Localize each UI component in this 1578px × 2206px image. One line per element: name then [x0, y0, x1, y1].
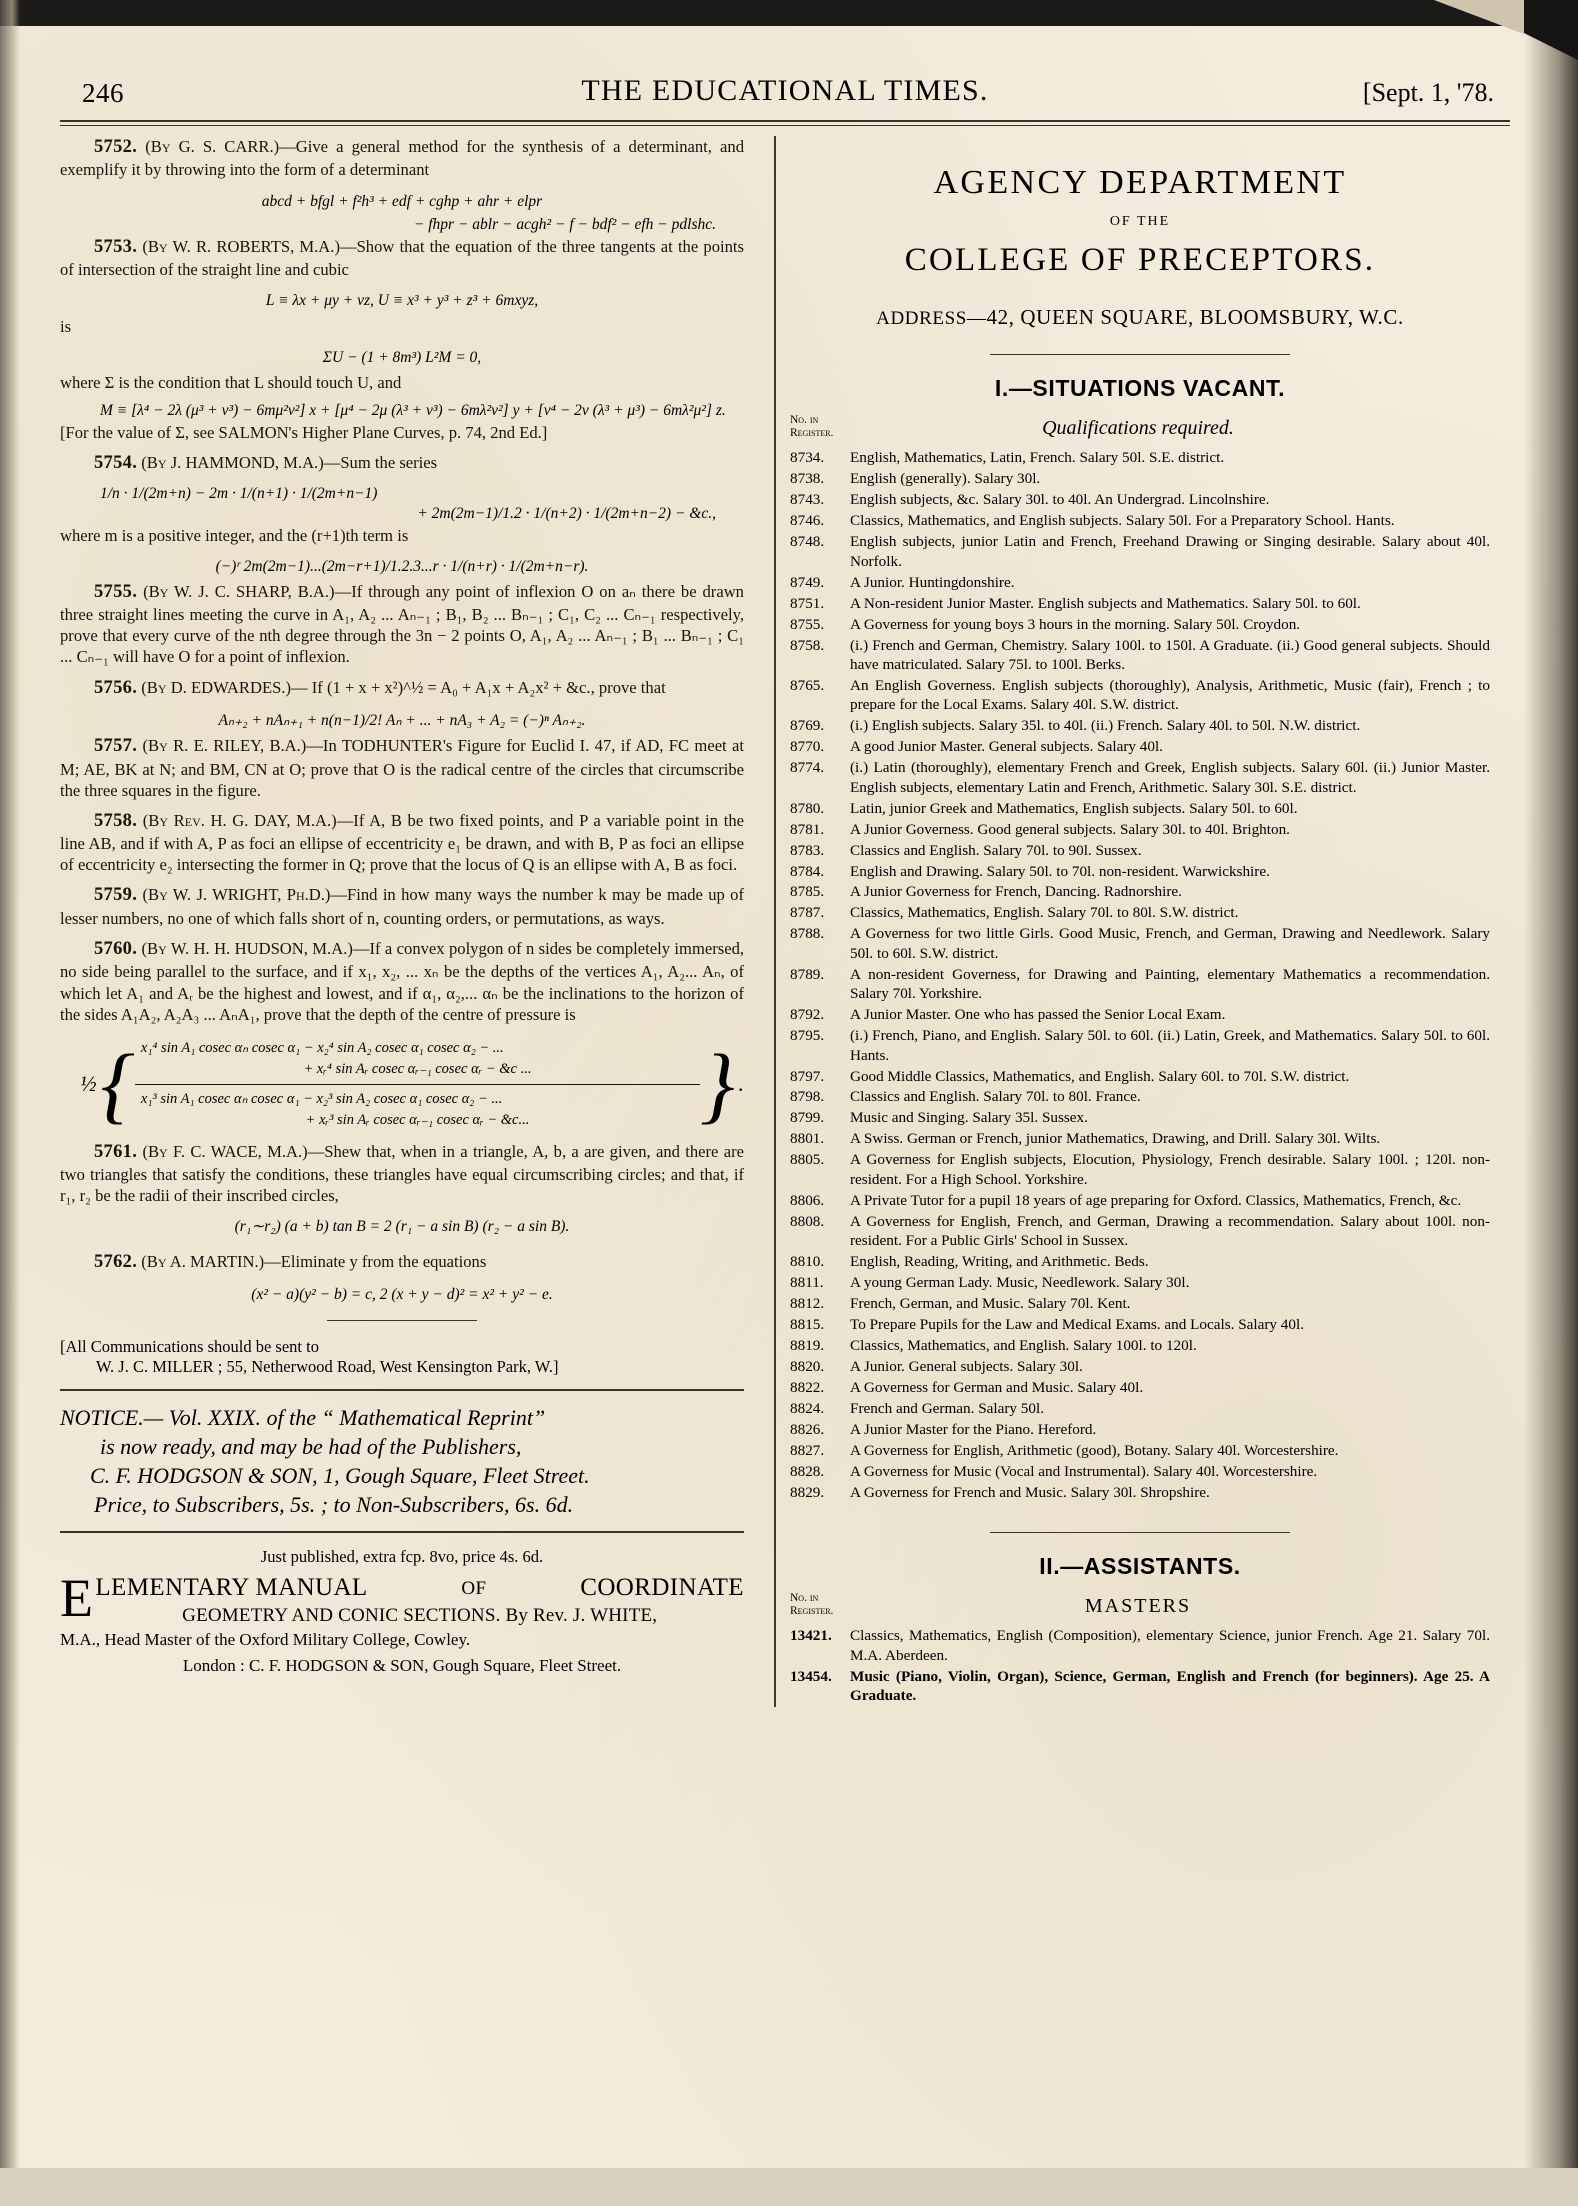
listing-text: A young German Lady. Music, Needlework. Salary 30l. — [850, 1274, 1190, 1292]
assistants-rule — [990, 1532, 1290, 1533]
numerator-line-2: + xᵣ⁴ sin Aᵣ cosec αᵣ₋₁ cosec αᵣ − &c ... — [303, 1060, 532, 1077]
listing-text: Classics, Mathematics, and English subjects. Salary 50l. For a Preparatory School. Hants. — [850, 512, 1395, 530]
problem-attribution: (By W. J. C. SHARP, B.A.) — [143, 581, 335, 601]
problem-attribution: (By W. H. H. HUDSON, M.A.) — [141, 939, 353, 958]
college-of-preceptors-heading: COLLEGE OF PRECEPTORS. — [904, 242, 1376, 278]
problem-number: 5757. — [94, 736, 138, 757]
list-item — [790, 1150, 1490, 1189]
listing-text: English and Drawing. Salary 50l. to 70l. non-resident. Warwickshire. — [850, 862, 1270, 880]
listing-text: (i.) French and German, Chemistry. Salary 100l. to 150l. A Graduate. (ii.) Good general subjects. Should have matriculated. Salary 75l. to 100l. Berks. — [850, 636, 1490, 673]
formula-5761-a: (r₁∼r₂) (a + b) tan B = 2 (r₁ − a sin B) (r₂ − a sin B). — [234, 1218, 570, 1236]
formula-5753-c: M ≡ [λ⁴ − 2λ (μ³ + ν³) − 6mμ²ν²] x + [μ⁴ − 2μ (λ³ + ν³) − 6mλ²ν²] y + [ν⁴ − 2ν (λ³ + μ³) − 6mλ²μ²] z. — [100, 401, 726, 419]
problem-attribution: (By G. S. CARR.) — [145, 137, 280, 156]
formula-5754-a: 1/n · 1/(2m+n) − 2m · 1/(n+1) · 1/(2m+n−1) — [100, 484, 378, 502]
listing-text: (i.) French, Piano, and English. Salary 50l. to 60l. (ii.) Latin, Greek, and Mathematics. Salary 50l. to 60l. Hants. — [850, 1027, 1490, 1064]
list-item — [790, 1212, 1490, 1251]
register-number: 8770. — [790, 738, 825, 756]
register-number: 8751. — [790, 594, 825, 612]
listing-text: English subjects, &c. Salary 30l. to 40l. An Undergrad. Lincolnshire. — [850, 491, 1270, 509]
problem-attribution: (By Rev. H. G. DAY, M.A.) — [142, 810, 337, 830]
register-number: 8787. — [790, 904, 825, 922]
two-column-layout — [60, 136, 1510, 1707]
register-number: 8819. — [790, 1336, 825, 1354]
listing-text: Music (Piano, Violin, Organ), Science, German, English and French (for beginners). Age 25. A Graduate. — [850, 1667, 1490, 1705]
list-item — [790, 573, 1490, 592]
problem-5758 — [60, 810, 744, 876]
formula-5753-where: where Σ is the condition that L should touch U, and — [60, 372, 402, 392]
register-label-line-1: No. in — [790, 414, 819, 426]
register-number: 8810. — [790, 1253, 825, 1271]
situations-vacant-list — [790, 448, 1490, 1502]
list-item — [790, 1273, 1490, 1292]
page-content — [60, 70, 1510, 1707]
list-item — [790, 1067, 1490, 1086]
advert-title-right: COORDINATE — [580, 1574, 744, 1602]
advert-subtitle-2: M.A., Head Master of the Oxford Military College, Cowley. — [60, 1629, 471, 1649]
denominator-line-1: x₁³ sin A₁ cosec αₙ cosec α₁ − x₂³ sin A₂ cosec α₁ cosec α₂ − ... — [140, 1090, 503, 1107]
listing-text: A Governess for English subjects, Elocution, Physiology, French desirable. Salary 100l. ; 120l. non-resident. For a High School. Yorkshire. — [850, 1151, 1490, 1188]
list-item — [790, 924, 1490, 963]
list-item — [790, 1462, 1490, 1481]
problem-number: 5755. — [94, 581, 138, 602]
scan-edge-right — [1524, 0, 1578, 2206]
listing-text: A Governess for two little Girls. Good Music, French, and German, Drawing and Needlework. Salary 50l. to 60l. S.W. district. — [850, 925, 1490, 962]
formula-5752-a: abcd + bfgl + f²h³ + edf + cghp + ahr + elpr — [261, 192, 543, 210]
register-number: 8805. — [790, 1151, 825, 1169]
listing-text: Classics, Mathematics, English (Composition), elementary Science, junior French. Age 21. Salary 70l. M.A. Aberdeen. — [850, 1627, 1490, 1664]
listing-text: A Junior. Huntingdonshire. — [850, 573, 1015, 591]
problem-attribution: (By W. J. WRIGHT, Ph.D.) — [142, 885, 331, 905]
right-brace-icon: } — [700, 1035, 735, 1132]
advert-subtitle: GEOMETRY AND CONIC SECTIONS. By Rev. J. WHITE, — [182, 1604, 658, 1626]
agency-department-heading: AGENCY DEPARTMENT — [933, 164, 1347, 201]
listing-text: An English Governess. English subjects (thoroughly), Analysis, Arithmetic, Music (fair), French ; to prepare for the Local Exams. Salary 40l. S.W. district. — [850, 676, 1490, 714]
formula-5753-b: ΣU − (1 + 8m³) L²M = 0, — [322, 348, 482, 366]
register-number: 8811. — [790, 1274, 824, 1292]
listing-text: A Non-resident Junior Master. English subjects and Mathematics. Salary 50l. to 60l. — [850, 594, 1361, 612]
list-item — [790, 615, 1490, 634]
listing-text: English subjects, junior Latin and French, Freehand Drawing or Singing desirable. Salary about 40l. Norfolk. — [850, 533, 1490, 570]
problem-body: —If a convex polygon of n sides be completely immersed, no side being parallel to the surface, and if x₁, x₂, ... xₙ be the depths of the vertices A₁, A₂... Aₙ, of which let A₁ and Aᵣ be the highest and lowest, and if α₁, α₂,... αₙ be the inclinations to the horizon of the sides A₁A₂, A₂A₃ ... AₙA₁, prove that the depth of the centre of pressure is — [60, 939, 745, 1024]
brace-numerator — [135, 1034, 700, 1084]
formula-5753-is: is — [60, 316, 72, 336]
formula-5756-a: Aₙ₊₂ + nAₙ₊₁ + n(n−1)/2! Aₙ + ... + nA₃ + A₂ = (−)ⁿ Aₙ₊₂. — [218, 711, 586, 729]
list-item — [790, 737, 1490, 756]
problem-number: 5759. — [94, 885, 138, 906]
issue-date: [Sept. 1, '78. — [1362, 78, 1494, 107]
register-number: 8829. — [790, 1483, 825, 1501]
register-number: 8758. — [790, 636, 825, 654]
qualifications-required-heading: Qualifications required. — [1042, 417, 1234, 440]
list-item — [790, 1378, 1490, 1397]
list-item — [790, 841, 1490, 860]
register-label-line-1: No. in — [790, 1592, 819, 1605]
of-the-label: OF THE — [1109, 214, 1171, 229]
problem-body: —Find in how many ways the number k may be made up of lesser numbers, no one of which falls short of n, counting orders, or permutations, as ways. — [60, 885, 744, 928]
register-number: 8734. — [790, 449, 825, 467]
register-number: 8808. — [790, 1212, 825, 1230]
list-item — [790, 1357, 1490, 1376]
register-number: 8780. — [790, 799, 825, 817]
problem-5762 — [60, 1251, 744, 1274]
problem-number: 5760. — [94, 939, 138, 959]
assistants-list — [790, 1626, 1490, 1705]
list-item — [790, 820, 1490, 839]
right-column — [790, 136, 1490, 1707]
register-number: 13421. — [790, 1627, 832, 1645]
brace-formula — [80, 1034, 744, 1135]
listing-text: A non-resident Governess, for Drawing and Painting, elementary Mathematics a recommendation. Salary 70l. Yorkshire. — [850, 965, 1490, 1003]
listing-text: A Governess for English, Arithmetic (good), Botany. Salary 40l. Worcestershire. — [850, 1441, 1339, 1459]
list-item — [790, 965, 1490, 1004]
register-number: 8792. — [790, 1006, 825, 1024]
reprint-notice — [60, 1403, 744, 1519]
one-half: ½ — [80, 1071, 97, 1097]
listing-text: English, Mathematics, Latin, French. Salary 50l. S.E. district. — [850, 449, 1225, 467]
page-number: 246 — [82, 78, 124, 108]
register-number: 8784. — [790, 862, 825, 880]
list-item — [790, 1483, 1490, 1502]
listing-text: A Junior Master. One who has passed the Senior Local Exam. — [850, 1006, 1226, 1024]
list-item — [790, 448, 1490, 467]
listing-text: A Governess for young boys 3 hours in the morning. Salary 50l. Croydon. — [850, 615, 1301, 633]
formula-5754-where: where m is a positive integer, and the (r+1)th term is — [60, 525, 409, 545]
problem-attribution: (By J. HAMMOND, M.A.) — [141, 453, 324, 473]
register-number: 8815. — [790, 1315, 825, 1333]
denominator-line-2: + xᵣ³ sin Aᵣ cosec αᵣ₋₁ cosec αᵣ − &c... — [305, 1111, 530, 1128]
register-number: 8783. — [790, 841, 825, 859]
list-item — [790, 469, 1490, 488]
communications-line-1: [All Communications should be sent to — [60, 1337, 319, 1357]
numerator-line-1: x₁⁴ sin A₁ cosec αₙ cosec α₁ − x₂⁴ sin A₂ cosec α₁ cosec α₂ − ... — [140, 1039, 504, 1056]
problem-body: —Give a general method for the synthesis of a determinant, and exemplify it by throwing into the form of a determinant — [60, 137, 745, 180]
listing-text: French, German, and Music. Salary 70l. Kent. — [850, 1295, 1131, 1313]
listing-text: A Governess for English, French, and German, Drawing a recommendation. Salary about 100l. non-resident. For a Public Girls' School in Sussex. — [850, 1212, 1490, 1250]
problem-body: —Eliminate y from the equations — [264, 1251, 487, 1271]
register-number: 8828. — [790, 1462, 825, 1480]
listing-text: A Junior Governess. Good general subjects. Salary 30l. to 40l. Brighton. — [850, 820, 1290, 838]
list-item — [790, 490, 1490, 509]
problem-5754 — [60, 452, 744, 475]
register-number: 8789. — [790, 965, 825, 983]
agency-rule — [990, 354, 1290, 355]
register-number: 8781. — [790, 820, 825, 838]
list-item — [790, 1087, 1490, 1106]
listing-text: A good Junior Master. General subjects. Salary 40l. — [850, 738, 1163, 756]
brace-denominator — [135, 1084, 700, 1135]
note-text: [For the value of Σ, see SALMON's Higher Plane Curves, p. 74, 2nd Ed.] — [60, 422, 548, 442]
formula-5752-b: − fhpr − ablr − acgh² − f − bdf² − efh − pdlshc. — [413, 215, 716, 233]
register-number: 8822. — [790, 1378, 825, 1396]
address-value: 42, QUEEN SQUARE, BLOOMSBURY, W.C. — [986, 305, 1404, 329]
register-label-line-2: Register. — [790, 427, 834, 440]
register-number: 8746. — [790, 512, 825, 530]
register-number: 8798. — [790, 1088, 825, 1106]
list-item — [790, 1108, 1490, 1127]
register-number: 8738. — [790, 470, 825, 488]
problem-body: —If through any point of inflexion O on aₙ there be drawn three straight lines meeting the curve in A₁, A₂ ... Aₙ₋₁ ; B₁, B₂ ... Bₙ₋₁ ; C₁, C₂ ... Cₙ₋₁ respectively, prove that every curve of the nth degree through the 3n − 2 points O, A₁, A₂ ... Aₙ₋₁ ; B₁ ... Bₙ₋₁ ; C₁ ... Cₙ₋₁ will have O for a point of inflexion. — [60, 581, 744, 667]
masthead — [60, 70, 1510, 114]
listing-text: French and German. Salary 50l. — [850, 1399, 1045, 1417]
register-number: 8748. — [790, 533, 825, 551]
section-heading-assistants: II.—ASSISTANTS. — [1039, 1553, 1241, 1580]
problem-attribution: (By D. EDWARDES.) — [141, 677, 291, 697]
register-number: 8812. — [790, 1295, 825, 1313]
register-number: 8755. — [790, 615, 825, 633]
formula-5753-a: L ≡ λx + μy + νz, U ≡ x³ + y³ + z³ + 6mxyz, — [265, 292, 539, 310]
listing-text: To Prepare Pupils for the Law and Medical Exams. and Locals. Salary 40l. — [850, 1315, 1305, 1333]
listing-text: Classics and English. Salary 70l. to 90l. Sussex. — [850, 841, 1142, 859]
listing-text: A Junior Master for the Piano. Hereford. — [850, 1420, 1097, 1438]
masthead-rule — [60, 120, 1510, 126]
list-item — [790, 1667, 1490, 1706]
list-item — [790, 799, 1490, 818]
list-item — [790, 1005, 1490, 1024]
problem-number: 5762. — [94, 1251, 138, 1272]
list-item — [790, 1441, 1490, 1460]
register-number: 8795. — [790, 1027, 825, 1045]
register-number: 8788. — [790, 925, 825, 943]
formula-5762-a: (x² − a)(y² − b) = c, 2 (x + y − d)² = x² + y² − e. — [251, 1286, 553, 1304]
list-item — [790, 1315, 1490, 1334]
communications-line-2: W. J. C. MILLER ; 55, Netherwood Road, West Kensington Park, W.] — [96, 1357, 559, 1377]
register-number: 8820. — [790, 1357, 825, 1375]
problem-5752 — [60, 136, 744, 181]
register-number: 8743. — [790, 491, 825, 509]
problem-number: 5754. — [94, 453, 138, 474]
listing-text: English, Reading, Writing, and Arithmetic. Beds. — [850, 1253, 1149, 1271]
list-item — [790, 1336, 1490, 1355]
problem-body: —In TODHUNTER's Figure for Euclid I. 47, if AD, FC meet at M; AE, BK at N; and BM, CN at O; prove that O is the radical centre of the circles that circumscribe the three squares in the figure. — [60, 736, 744, 800]
left-brace-icon: { — [100, 1035, 135, 1132]
register-number: 8769. — [790, 717, 825, 735]
list-item — [790, 594, 1490, 613]
section-heading-situations-vacant: I.—SITUATIONS VACANT. — [994, 375, 1286, 401]
note-5753 — [60, 422, 744, 443]
problem-number: 5761. — [94, 1141, 138, 1162]
agency-address — [790, 305, 1490, 330]
problem-number: 5758. — [94, 810, 138, 831]
register-label — [790, 414, 876, 440]
listing-text: Classics and English. Salary 70l. to 80l. France. — [850, 1088, 1141, 1106]
assistants-table-header — [790, 1592, 1490, 1618]
list-item — [790, 1626, 1490, 1665]
list-item — [790, 1026, 1490, 1065]
problem-body: —Show that the equation of the three tangents at the points of intersection of the straight line and cubic — [60, 236, 744, 280]
list-item — [790, 1252, 1490, 1271]
section-divider-rule — [327, 1320, 477, 1321]
problem-attribution: (By W. R. ROBERTS, M.A.) — [142, 236, 340, 256]
register-number: 8806. — [790, 1191, 825, 1209]
list-item — [790, 716, 1490, 735]
problem-attribution: (By F. C. WACE, M.A.) — [142, 1141, 308, 1161]
list-item — [790, 511, 1490, 530]
problem-5761 — [60, 1141, 744, 1207]
column-divider — [774, 136, 776, 1707]
list-item — [790, 758, 1490, 797]
problem-number: 5752. — [94, 137, 138, 157]
register-number: 8824. — [790, 1399, 825, 1417]
register-number: 8749. — [790, 573, 825, 591]
list-item — [790, 882, 1490, 901]
masters-subheading: MASTERS — [1084, 1595, 1192, 1618]
scan-edge-left — [0, 0, 20, 2206]
problem-5760 — [60, 938, 744, 1025]
scan-edge-top — [0, 0, 1578, 26]
register-number: 13454. — [790, 1667, 832, 1685]
problem-body: —Sum the series — [323, 453, 438, 473]
listing-text: Music and Singing. Salary 35l. Sussex. — [850, 1109, 1088, 1127]
problem-5759 — [60, 884, 744, 929]
list-item — [790, 1129, 1490, 1148]
register-number: 8785. — [790, 883, 825, 901]
register-number: 8826. — [790, 1420, 825, 1438]
listing-text: A Governess for German and Music. Salary 40l. — [850, 1378, 1144, 1396]
problem-5755 — [60, 581, 744, 668]
listing-text: A Swiss. German or French, junior Mathematics, Drawing, and Drill. Salary 30l. Wilts. — [850, 1130, 1381, 1148]
register-number: 8797. — [790, 1067, 825, 1085]
list-item — [790, 532, 1490, 571]
problem-attribution: (By R. E. RILEY, B.A.) — [142, 736, 307, 756]
listing-text: A Junior Governess for French, Dancing. Radnorshire. — [850, 883, 1182, 901]
problem-5756 — [60, 677, 744, 700]
left-column — [60, 136, 760, 1707]
listing-text: Classics, Mathematics, English. Salary 70l. to 80l. S.W. district. — [850, 904, 1239, 922]
listing-text: (i.) Latin (thoroughly), elementary French and Greek, English subjects. Salary 60l. (ii.) Junior Master. English subjects, elementary Latin and French, Arithmetic. Salary 30l. S.E. district. — [850, 759, 1490, 796]
register-label — [790, 1592, 876, 1618]
list-item — [790, 1420, 1490, 1439]
scan-edge-bottom — [0, 2168, 1578, 2206]
listing-text: A Junior. General subjects. Salary 30l. — [850, 1357, 1083, 1375]
problem-body: — If (1 + x + x²)^½ = A₀ + A₁x + A₂x² + &c., prove that — [291, 677, 666, 697]
listing-text: (i.) English subjects. Salary 35l. to 40l. (ii.) French. Salary 40l. to 50l. N.W. district. — [850, 717, 1361, 735]
list-item — [790, 1399, 1490, 1418]
listing-text: English (generally). Salary 30l. — [850, 470, 1041, 488]
problem-5753 — [60, 236, 744, 281]
situations-table-header — [790, 414, 1490, 440]
problem-number: 5756. — [94, 677, 138, 698]
problem-body: —If A, B be two fixed points, and P a variable point in the line AB, and if with A, P as foci an ellipse of eccentricity e₁ be drawn, and with B, P as foci an ellipse of eccentricity e₂ intersecting the former in Q; prove that the locus of Q is an ellipse with A, B as foci. — [60, 810, 744, 875]
advert-title-of: OF — [461, 1577, 487, 1599]
advert-dropcap: E — [60, 1568, 94, 1629]
notice-line-2: is now ready, and may be had of the Publishers, — [100, 1434, 522, 1460]
formula-5754-c: (−)ʳ 2m(2m−1)...(2m−r+1)/1.2.3...r · 1/(n+r) · 1/(2m+n−r). — [215, 557, 589, 575]
problem-5757 — [60, 735, 744, 801]
communications-note — [60, 1337, 744, 1377]
list-item — [790, 862, 1490, 881]
advert-publisher: London : C. F. HODGSON & SON, Gough Square, Fleet Street. — [182, 1655, 622, 1675]
listing-text: Good Middle Classics, Mathematics, and English. Salary 60l. to 70l. S.W. district. — [850, 1067, 1350, 1085]
list-item — [790, 903, 1490, 922]
problem-body: —Shew that, when in a triangle, A, b, a are given, and there are two triangles that satisfy the conditions, these triangles have equal circumscribing circles; and that, if r₁, r₂ be the radii of their inscribed circles, — [60, 1141, 744, 1206]
scan-corner-fold-inner — [1434, 0, 1524, 34]
register-number: 8799. — [790, 1109, 825, 1127]
list-item — [790, 1294, 1490, 1313]
problem-attribution: (By A. MARTIN.) — [141, 1251, 265, 1271]
list-item — [790, 1191, 1490, 1210]
register-number: 8801. — [790, 1130, 825, 1148]
listing-text: A Governess for French and Music. Salary 30l. Shropshire. — [850, 1483, 1210, 1501]
formula-5754-b: + 2m(2m−1)/1.2 · 1/(n+2) · 1/(2m+n−2) − &c., — [417, 504, 716, 522]
register-number: 8765. — [790, 676, 825, 694]
advert-title-left: LEMENTARY MANUAL — [95, 1574, 368, 1602]
notice-line-1: NOTICE.— Vol. XXIX. of the “ Mathematical Reprint” — [60, 1405, 546, 1431]
listing-text: Latin, junior Greek and Mathematics, English subjects. Salary 50l. to 60l. — [850, 799, 1298, 817]
notice-line-3: C. F. HODGSON & SON, 1, Gough Square, Fleet Street. — [90, 1463, 590, 1489]
list-item — [790, 676, 1490, 715]
notice-rule-top — [60, 1389, 744, 1391]
register-label-line-2: Register. — [790, 1605, 834, 1618]
notice-rule-bottom — [60, 1531, 744, 1533]
problem-number: 5753. — [94, 236, 138, 257]
list-item — [790, 636, 1490, 675]
advert-just-published: Just published, extra fcp. 8vo, price 4s. 6d. — [260, 1547, 544, 1567]
listing-text: Classics, Mathematics, and English. Salary 100l. to 120l. — [850, 1336, 1197, 1354]
period-mark: . — [738, 1071, 744, 1097]
notice-line-4: Price, to Subscribers, 5s. ; to Non-Subscribers, 6s. 6d. — [94, 1492, 574, 1518]
register-number: 8774. — [790, 759, 825, 777]
listing-text: A Governess for Music (Vocal and Instrumental). Salary 40l. Worcestershire. — [850, 1462, 1318, 1480]
publication-title: THE EDUCATIONAL TIMES. — [581, 74, 989, 107]
register-number: 8827. — [790, 1441, 825, 1459]
listing-text: A Private Tutor for a pupil 18 years of age preparing for Oxford. Classics, Mathematics, French, &c. — [850, 1191, 1462, 1209]
address-label: ADDRESS— — [876, 308, 987, 329]
